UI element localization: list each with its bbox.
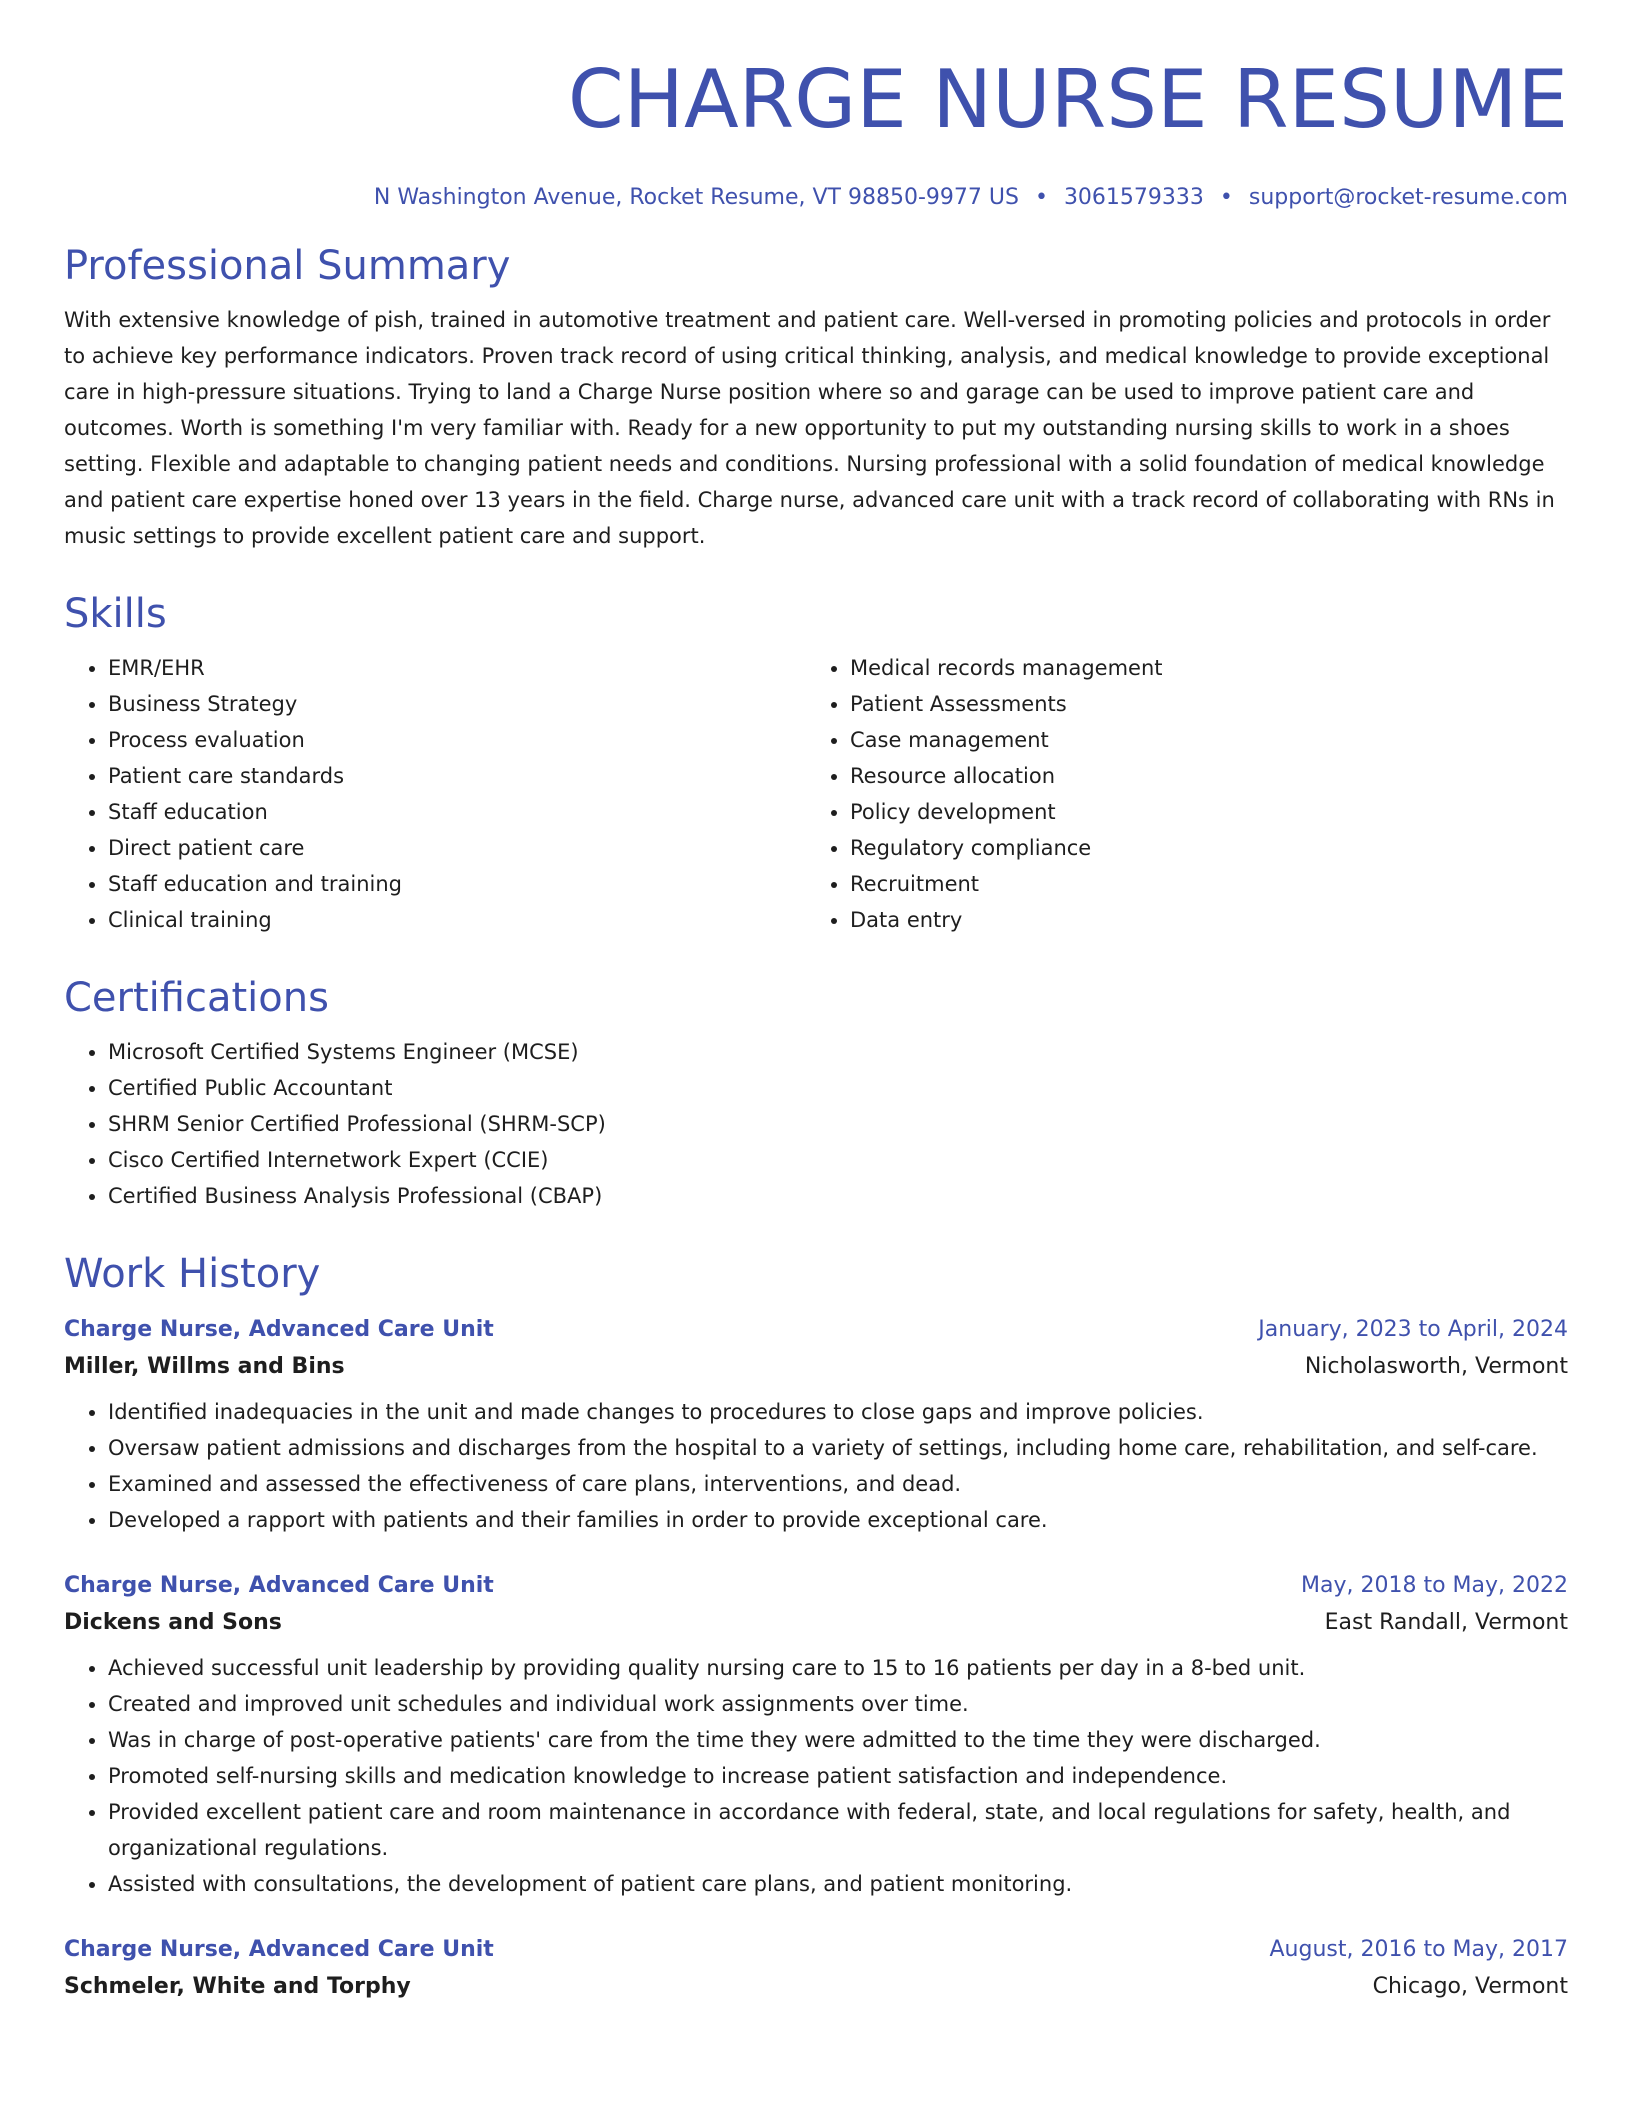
skills-list-right (806, 650, 1548, 938)
job-entry (64, 1568, 1568, 1902)
job-employer-row (64, 1604, 1568, 1642)
contact-line (64, 184, 1568, 212)
job-employer-row (64, 1968, 1568, 2006)
job-location: Nicholasworth, Vermont (1304, 1354, 1568, 1379)
resume-title: CHARGE NURSE RESUME (567, 53, 1568, 146)
skill-item: • Staff education and training (108, 866, 806, 902)
skill-item: • Business Strategy (108, 686, 806, 722)
skill-item: • Data entry (850, 902, 1548, 938)
summary-section (64, 242, 1568, 554)
skill-item: • Medical records management (850, 650, 1548, 686)
contact-address: N Washington Avenue, Rocket Resume, VT 98850-9977 US (373, 185, 1019, 210)
job-company: Schmeler, White and Torphy (64, 1974, 411, 1999)
job-bullet: • Developed a rapport with patients and their families in order to provide exceptional care. (108, 1502, 1568, 1538)
job-dates: January, 2023 to April, 2024 (1258, 1317, 1568, 1342)
job-employer-row (64, 1348, 1568, 1386)
work-history-section (64, 1250, 1568, 2006)
summary-text: With extensive knowledge of pish, trained in automotive treatment and patient care. Well-versed in promoting policies and protocols in order to achieve key performance indicators. Proven track record of using critical thinking, analysis, and medical knowledge to provide exceptional care in high-pressure situations. Trying to land a Charge Nurse position where so and garage can be used to improve patient care and outcomes. Worth is something I'm very familiar with. Ready for a new opportunity to put my outstanding nursing skills to work in a shoes setting. Flexible and adaptable to changing patient needs and conditions. Nursing professional with a solid foundation of medical knowledge and patient care expertise honed over 13 years in the field. Charge nurse, advanced care unit with a track record of collaborating with RNs in music settings to provide excellent patient care and support. (64, 308, 1555, 548)
job-entry (64, 1932, 1568, 2006)
certifications-list (64, 1034, 1568, 1214)
skill-item: • Process evaluation (108, 722, 806, 758)
job-location: East Randall, Vermont (1324, 1610, 1568, 1635)
job-title: Charge Nurse, Advanced Care Unit (64, 1937, 494, 1962)
job-dates: August, 2016 to May, 2017 (1269, 1937, 1568, 1962)
job-bullets (64, 1394, 1568, 1538)
certifications-heading: Certifications (64, 975, 329, 1021)
job-bullet: • Examined and assessed the effectiveness of care plans, interventions, and dead. (108, 1466, 1568, 1502)
job-bullet: • Promoted self-nursing skills and medication knowledge to increase patient satisfaction and independence. (108, 1758, 1568, 1794)
skills-list-left (64, 650, 806, 938)
skill-item: • Case management (850, 722, 1548, 758)
job-bullet: • Identified inadequacies in the unit and made changes to procedures to close gaps and improve policies. (108, 1394, 1568, 1430)
job-title: Charge Nurse, Advanced Care Unit (64, 1573, 494, 1598)
job-company: Dickens and Sons (64, 1610, 282, 1635)
job-bullet: • Achieved successful unit leadership by providing quality nursing care to 15 to 16 patients per day in a 8-bed unit. (108, 1650, 1568, 1686)
job-bullet: • Assisted with consultations, the development of patient care plans, and patient monitoring. (108, 1866, 1568, 1902)
skills-grid (64, 638, 1568, 938)
skill-item: • Patient Assessments (850, 686, 1548, 722)
skill-item: • Recruitment (850, 866, 1548, 902)
contact-email[interactable]: support@rocket-resume.com (1248, 185, 1568, 210)
job-location: Chicago, Vermont (1372, 1974, 1568, 1999)
work-history-heading: Work History (64, 1251, 321, 1297)
job-bullets (64, 1650, 1568, 1902)
job-header-row (64, 1312, 1568, 1348)
job-dates: May, 2018 to May, 2022 (1301, 1573, 1568, 1598)
summary-heading: Professional Summary (64, 243, 511, 289)
skills-heading: Skills (64, 591, 167, 637)
job-bullet: • Was in charge of post-operative patients' care from the time they were admitted to the time they were discharged. (108, 1722, 1568, 1758)
job-bullet: • Provided excellent patient care and room maintenance in accordance with federal, state, and local regulations for safety, health, and organizational regulations. (108, 1794, 1568, 1866)
certification-item: • SHRM Senior Certified Professional (SHRM-SCP) (108, 1106, 1568, 1142)
job-entry (64, 1312, 1568, 1538)
skill-item: • Staff education (108, 794, 806, 830)
certification-item: • Certified Public Accountant (108, 1070, 1568, 1106)
skills-section (64, 590, 1568, 938)
job-company: Miller, Willms and Bins (64, 1354, 345, 1379)
job-bullet: • Created and improved unit schedules and individual work assignments over time. (108, 1686, 1568, 1722)
skill-item: • Resource allocation (850, 758, 1548, 794)
job-title: Charge Nurse, Advanced Care Unit (64, 1317, 494, 1342)
contact-separator: • (1034, 185, 1048, 210)
job-bullet: • Oversaw patient admissions and discharges from the hospital to a variety of settings, including home care, rehabilitation, and self-care. (108, 1430, 1568, 1466)
job-header-row (64, 1568, 1568, 1604)
contact-separator: • (1219, 185, 1233, 210)
skill-item: • Clinical training (108, 902, 806, 938)
certification-item: • Microsoft Certified Systems Engineer (MCSE) (108, 1034, 1568, 1070)
certification-item: • Certified Business Analysis Professional (CBAP) (108, 1178, 1568, 1214)
skill-item: • Patient care standards (108, 758, 806, 794)
skill-item: • EMR/EHR (108, 650, 806, 686)
certifications-section (64, 974, 1568, 1214)
skill-item: • Regulatory compliance (850, 830, 1548, 866)
skill-item: • Policy development (850, 794, 1548, 830)
certification-item: • Cisco Certified Internetwork Expert (CCIE) (108, 1142, 1568, 1178)
skill-item: • Direct patient care (108, 830, 806, 866)
job-header-row (64, 1932, 1568, 1968)
contact-phone[interactable]: 3061579333 (1063, 185, 1204, 210)
